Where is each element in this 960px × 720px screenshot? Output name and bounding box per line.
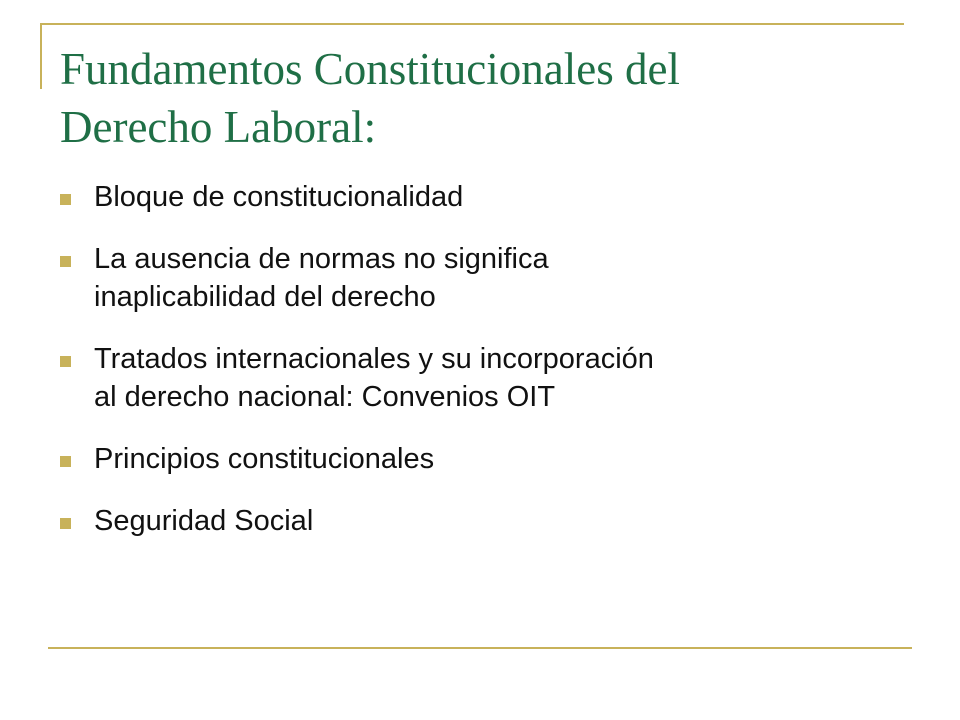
- square-bullet-icon: [60, 518, 71, 529]
- bullet-list: [60, 178, 920, 564]
- bottom-rule: [48, 647, 912, 649]
- bullet-item-ausencia-normas: [60, 240, 920, 316]
- square-bullet-icon: [60, 194, 71, 205]
- bullet-line: al derecho nacional: Convenios OIT: [94, 381, 556, 413]
- bullet-line: inaplicabilidad del derecho: [94, 281, 436, 313]
- bullet-line: Principios constitucionales: [94, 443, 435, 475]
- left-rule: [40, 23, 42, 89]
- title-line-2: Derecho Laboral:: [60, 102, 377, 152]
- bullet-text: [94, 178, 874, 216]
- bullet-text: [94, 240, 874, 316]
- bullet-text: [94, 440, 874, 478]
- bullet-item-seguridad-social: [60, 502, 920, 540]
- bullet-item-tratados: [60, 340, 920, 416]
- bullet-line: Bloque de constitucionalidad: [94, 181, 464, 213]
- bullet-line: La ausencia de normas no significa: [94, 243, 549, 275]
- title-line-1: Fundamentos Constitucionales del: [60, 44, 680, 94]
- top-rule: [40, 23, 904, 25]
- bullet-text: [94, 340, 874, 416]
- square-bullet-icon: [60, 256, 71, 267]
- bullet-line: Seguridad Social: [94, 505, 314, 537]
- bullet-line: Tratados internacionales y su incorporación: [94, 343, 654, 375]
- square-bullet-icon: [60, 456, 71, 467]
- slide-title: [60, 40, 920, 156]
- square-bullet-icon: [60, 356, 71, 367]
- bullet-item-principios: [60, 440, 920, 478]
- bullet-text: [94, 502, 874, 540]
- bullet-item-bloque: [60, 178, 920, 216]
